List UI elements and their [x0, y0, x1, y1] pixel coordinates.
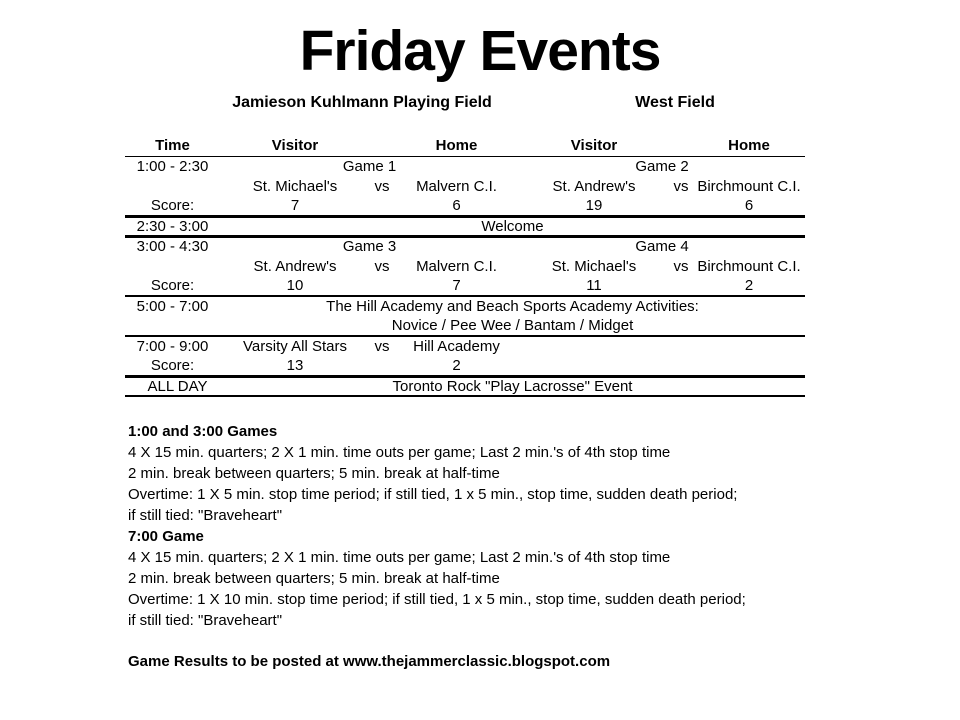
time-slot: ALL DAY [125, 376, 220, 396]
note-line: 2 min. break between quarters; 5 min. break at half-time [128, 465, 500, 482]
all-day-row [125, 376, 805, 396]
header-home-left: Home [394, 136, 519, 156]
empty-cell [370, 356, 394, 376]
empty-cell [693, 356, 805, 376]
score-value: 6 [394, 196, 519, 216]
home-team: Birchmount C.I. [697, 177, 801, 195]
results-footer: Game Results to be posted at www.thejammerclassic.blogspot.com [128, 653, 611, 670]
events-table [125, 136, 805, 397]
note-heading-1: 1:00 and 3:00 Games [128, 423, 278, 440]
empty-cell [370, 196, 394, 216]
vs-label: vs [673, 257, 689, 275]
vs-label: vs [374, 177, 390, 195]
header-spacer-1 [370, 136, 394, 156]
header-home-right: Home [693, 136, 805, 156]
score-row-2 [125, 276, 805, 296]
empty-cell [370, 276, 394, 296]
visitor-team: St. Michael's [252, 177, 338, 195]
time-slot: 2:30 - 3:00 [125, 216, 220, 236]
score-row-3 [125, 356, 805, 376]
empty-cell [669, 276, 693, 296]
header-spacer-2 [669, 136, 693, 156]
home-team: Malvern C.I. [416, 257, 497, 275]
note-line: Overtime: 1 X 10 min. stop time period; if still tied, 1 x 5 min., stop time, sudden death period; [128, 591, 746, 608]
empty-cell [669, 336, 693, 356]
score-value: 7 [394, 276, 519, 296]
field-name-right: West Field [635, 94, 715, 111]
all-day-event-label: Toronto Rock "Play Lacrosse" Event [220, 376, 805, 396]
visitor-team: St. Andrew's [253, 257, 337, 275]
time-slot: 7:00 - 9:00 [136, 338, 209, 355]
table-header-row [125, 136, 805, 156]
game-label: Game 3 [342, 238, 397, 256]
score-value: 13 [220, 356, 370, 376]
visitor-team: Varsity All Stars [243, 338, 347, 355]
visitor-team: St. Michael's [551, 257, 637, 275]
teams-row-3 [125, 336, 805, 356]
time-slot: 3:00 - 4:30 [136, 238, 209, 256]
game-label: Game 2 [635, 157, 689, 175]
game-title-row-1 [125, 156, 805, 176]
welcome-label: Welcome [220, 216, 805, 236]
time-slot: 5:00 - 7:00 [136, 298, 209, 315]
page-title: Friday Events [299, 19, 661, 83]
empty-cell [125, 176, 220, 196]
score-value: 7 [220, 196, 370, 216]
score-value: 2 [693, 276, 805, 296]
score-label: Score: [125, 276, 220, 296]
note-line: Overtime: 1 X 5 min. stop time period; if still tied, 1 x 5 min., stop time, sudden death period; [128, 486, 738, 503]
activities-title: The Hill Academy and Beach Sports Academy Activities: [326, 298, 699, 315]
vs-label: vs [673, 177, 689, 195]
empty-cell [519, 356, 669, 376]
vs-label: vs [374, 338, 390, 355]
home-team: Malvern C.I. [416, 177, 497, 195]
score-value: 10 [220, 276, 370, 296]
activities-divisions: Novice / Pee Wee / Bantam / Midget [220, 316, 805, 336]
empty-cell [669, 196, 693, 216]
note-line: if still tied: "Braveheart" [128, 612, 283, 629]
note-heading-2: 7:00 Game [128, 528, 204, 545]
empty-cell [125, 316, 220, 336]
score-label: Score: [125, 356, 220, 376]
score-row-1 [125, 196, 805, 216]
score-label: Score: [125, 196, 220, 216]
header-visitor-left: Visitor [220, 136, 370, 156]
header-time: Time [125, 136, 220, 156]
empty-cell [669, 356, 693, 376]
game-label: Game 4 [635, 238, 689, 256]
home-team: Hill Academy [413, 338, 500, 355]
score-value: 11 [519, 276, 669, 296]
welcome-row [125, 216, 805, 236]
score-value: 6 [693, 196, 805, 216]
field-name-left: Jamieson Kuhlmann Playing Field [232, 94, 492, 111]
score-value: 2 [394, 356, 519, 376]
game-label: Game 1 [342, 157, 397, 175]
rules-notes [128, 421, 960, 631]
header-visitor-right: Visitor [519, 136, 669, 156]
teams-row-2 [125, 256, 805, 276]
note-line: 4 X 15 min. quarters; 2 X 1 min. time outs per game; Last 2 min.'s of 4th stop time [128, 444, 671, 461]
game-title-row-2 [125, 236, 805, 256]
note-line: if still tied: "Braveheart" [128, 507, 283, 524]
field-headings [0, 94, 960, 114]
note-line: 4 X 15 min. quarters; 2 X 1 min. time outs per game; Last 2 min.'s of 4th stop time [128, 549, 671, 566]
note-line: 2 min. break between quarters; 5 min. break at half-time [128, 570, 500, 587]
visitor-team: St. Andrew's [552, 177, 636, 195]
empty-cell [519, 336, 669, 356]
home-team: Birchmount C.I. [697, 257, 801, 275]
score-value: 19 [519, 196, 669, 216]
teams-row-1 [125, 176, 805, 196]
time-slot: 1:00 - 2:30 [136, 157, 209, 175]
vs-label: vs [374, 257, 390, 275]
empty-cell [125, 256, 220, 276]
empty-cell [693, 336, 805, 356]
activities-row-1 [125, 296, 805, 316]
activities-row-2 [125, 316, 805, 336]
